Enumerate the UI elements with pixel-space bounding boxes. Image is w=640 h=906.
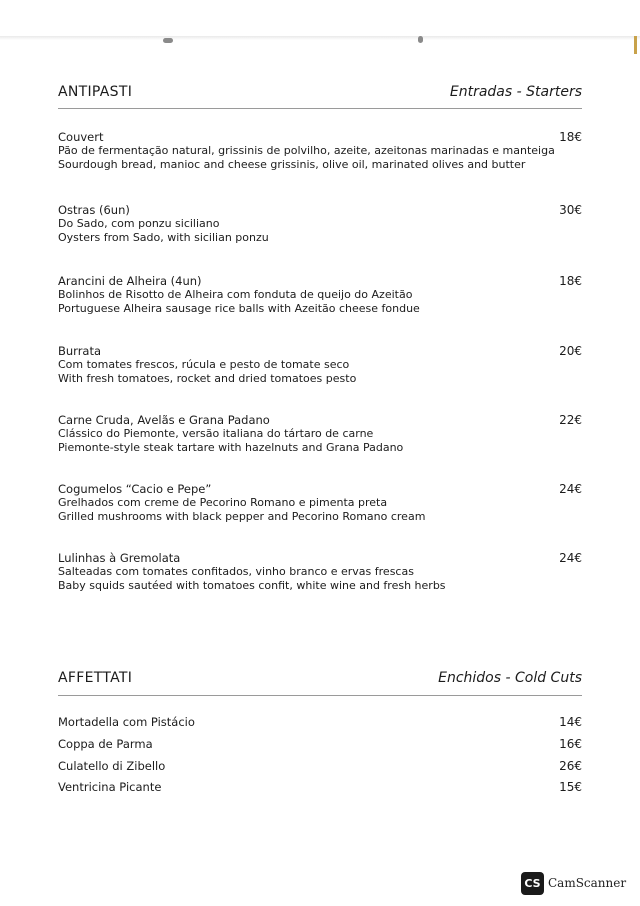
item-desc-pt: Bolinhos de Risotto de Alheira com fonduta de queijo do Azeitão <box>58 288 413 301</box>
item-desc-pt: Grelhados com creme de Pecorino Romano e pimenta preta <box>58 496 388 509</box>
section-title: AFFETTATI <box>58 670 133 686</box>
item-price: 14€ <box>559 715 582 729</box>
section-divider <box>58 695 582 696</box>
section-subtitle: Entradas - Starters <box>449 84 582 100</box>
item-name: Mortadella com Pistácio <box>58 715 195 729</box>
item-name: Lulinhas à Gremolata <box>58 551 181 565</box>
cold-cut-item <box>58 737 582 753</box>
menu-item <box>58 130 582 172</box>
item-desc-en: With fresh tomatoes, rocket and dried tomatoes pesto <box>58 372 357 385</box>
item-price: 16€ <box>559 737 582 751</box>
affettati-section <box>58 670 582 794</box>
section-divider <box>58 108 582 109</box>
item-price: 24€ <box>559 482 582 496</box>
item-name: Couvert <box>58 130 104 144</box>
watermark-text: CamScanner <box>548 876 627 890</box>
item-price: 18€ <box>559 274 582 288</box>
item-desc-en: Piemonte-style steak tartare with hazelnuts and Grana Padano <box>58 441 404 454</box>
item-name: Cogumelos “Cacio e Pepe” <box>58 482 212 496</box>
menu-item <box>58 203 582 245</box>
page-shadow <box>0 36 640 40</box>
item-price: 30€ <box>559 203 582 217</box>
antipasti-section <box>58 84 582 592</box>
item-price: 18€ <box>559 130 582 144</box>
cold-cut-item <box>58 759 582 775</box>
menu-item <box>58 551 582 593</box>
item-desc-en: Portuguese Alheira sausage rice balls with Azeitão cheese fondue <box>58 302 420 315</box>
scan-mark <box>418 36 423 43</box>
item-price: 24€ <box>559 551 582 565</box>
cold-cut-item <box>58 715 582 731</box>
item-desc-en: Grilled mushrooms with black pepper and Pecorino Romano cream <box>58 510 426 523</box>
menu-item <box>58 274 582 316</box>
page-top-edge <box>0 0 640 38</box>
item-desc-pt: Do Sado, com ponzu siciliano <box>58 217 220 230</box>
section-subtitle: Enchidos - Cold Cuts <box>438 670 582 686</box>
item-desc-pt: Com tomates frescos, rúcula e pesto de tomate seco <box>58 358 350 371</box>
section-header <box>58 84 582 108</box>
camscanner-logo-icon: CS <box>521 872 544 895</box>
item-name: Ostras (6un) <box>58 203 130 217</box>
section-title: ANTIPASTI <box>58 84 133 100</box>
item-desc-en: Sourdough bread, manioc and cheese grissinis, olive oil, marinated olives and butter <box>58 158 526 171</box>
item-desc-pt: Pão de fermentação natural, grissinis de polvilho, azeite, azeitonas marinadas e manteiga <box>58 144 555 157</box>
item-price: 22€ <box>559 413 582 427</box>
item-price: 26€ <box>559 759 582 773</box>
item-name: Arancini de Alheira (4un) <box>58 274 202 288</box>
item-price: 15€ <box>559 780 582 794</box>
menu-item <box>58 482 582 524</box>
cold-cut-item <box>58 780 582 796</box>
item-price: 20€ <box>559 344 582 358</box>
item-name: Ventricina Picante <box>58 780 162 794</box>
item-desc-pt: Clássico do Piemonte, versão italiana do tártaro de carne <box>58 427 374 440</box>
item-desc-en: Oysters from Sado, with sicilian ponzu <box>58 231 269 244</box>
item-name: Burrata <box>58 344 102 358</box>
item-name: Coppa de Parma <box>58 737 153 751</box>
scan-mark <box>163 38 173 43</box>
item-desc-pt: Salteadas com tomates confitados, vinho branco e ervas frescas <box>58 565 414 578</box>
item-name: Carne Cruda, Avelãs e Grana Padano <box>58 413 270 427</box>
item-desc-en: Baby squids sautéed with tomatoes confit, white wine and fresh herbs <box>58 579 446 592</box>
scan-edge-mark <box>634 36 637 54</box>
menu-item <box>58 344 582 386</box>
item-name: Culatello di Zibello <box>58 759 166 773</box>
menu-item <box>58 413 582 455</box>
section-header <box>58 670 582 694</box>
